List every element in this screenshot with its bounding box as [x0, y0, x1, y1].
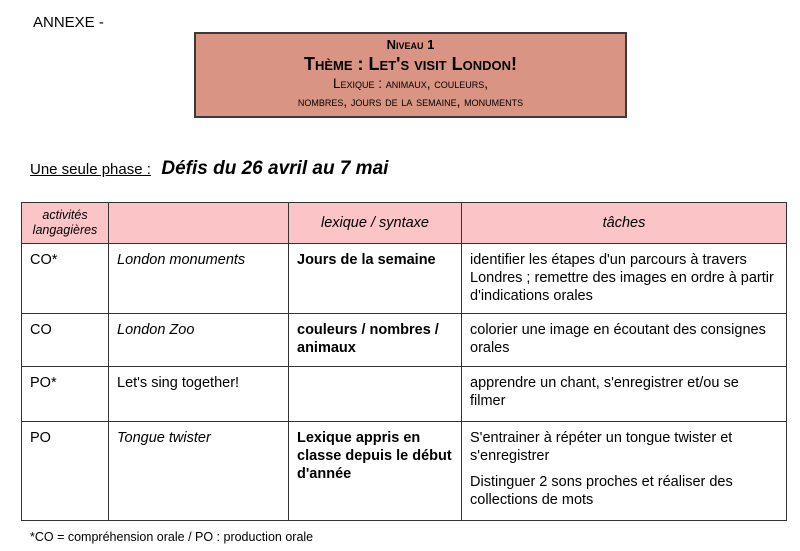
level-title: Niveau 1	[386, 37, 435, 52]
task-text-2: Distinguer 2 sons proches et réaliser des collections de mots	[470, 474, 733, 508]
table-row	[22, 314, 787, 367]
activity-name-cell: Let's sing together!	[109, 367, 289, 422]
header-activities: activités langagières	[22, 203, 109, 244]
lexique-line-1: Lexique : animaux, couleurs,	[332, 76, 489, 91]
theme-box	[194, 32, 627, 118]
footnote: *CO = compréhension orale / PO : production orale	[30, 530, 314, 544]
activity-cell: CO	[22, 314, 109, 367]
lexique-cell: Jours de la semaine	[289, 244, 462, 314]
lexique-cell: Lexique appris en classe depuis le début d'année	[289, 422, 462, 521]
activities-table	[21, 202, 787, 521]
phase-label: Une seule phase :	[30, 161, 151, 178]
task-cell: colorier une image en écoutant des consignes orales	[462, 314, 787, 367]
activity-cell: PO*	[22, 367, 109, 422]
activity-name-cell: London monuments	[109, 244, 289, 314]
lexique-line-2: nombres, jours de la semaine, monuments	[297, 94, 524, 109]
activity-name-cell: London Zoo	[109, 314, 289, 367]
header-empty	[109, 203, 289, 244]
header-taches: tâches	[462, 203, 787, 244]
table-row	[22, 367, 787, 422]
task-cell: apprendre un chant, s'enregistrer et/ou se filmer	[462, 367, 787, 422]
activity-cell: PO	[22, 422, 109, 521]
lexique-cell: couleurs / nombres / animaux	[289, 314, 462, 367]
task-cell: identifier les étapes d'un parcours à travers Londres ; remettre des images en ordre à partir d'indications orales	[462, 244, 787, 314]
task-cell	[462, 422, 787, 521]
header-lexique: lexique / syntaxe	[289, 203, 462, 244]
phase-title: Défis du 26 avril au 7 mai	[161, 158, 389, 179]
annexe-label: ANNEXE -	[33, 14, 104, 31]
activity-cell: CO*	[22, 244, 109, 314]
table-header-row	[22, 203, 787, 244]
table-row	[22, 422, 787, 521]
task-text: S'entrainer à répéter un tongue twister et s'enregistrer	[470, 430, 733, 464]
activity-name-cell: Tongue twister	[109, 422, 289, 521]
phase-heading	[30, 158, 388, 180]
lexique-cell	[289, 367, 462, 422]
table-row	[22, 244, 787, 314]
theme-title: Thème : Let's visit London!	[304, 54, 517, 74]
